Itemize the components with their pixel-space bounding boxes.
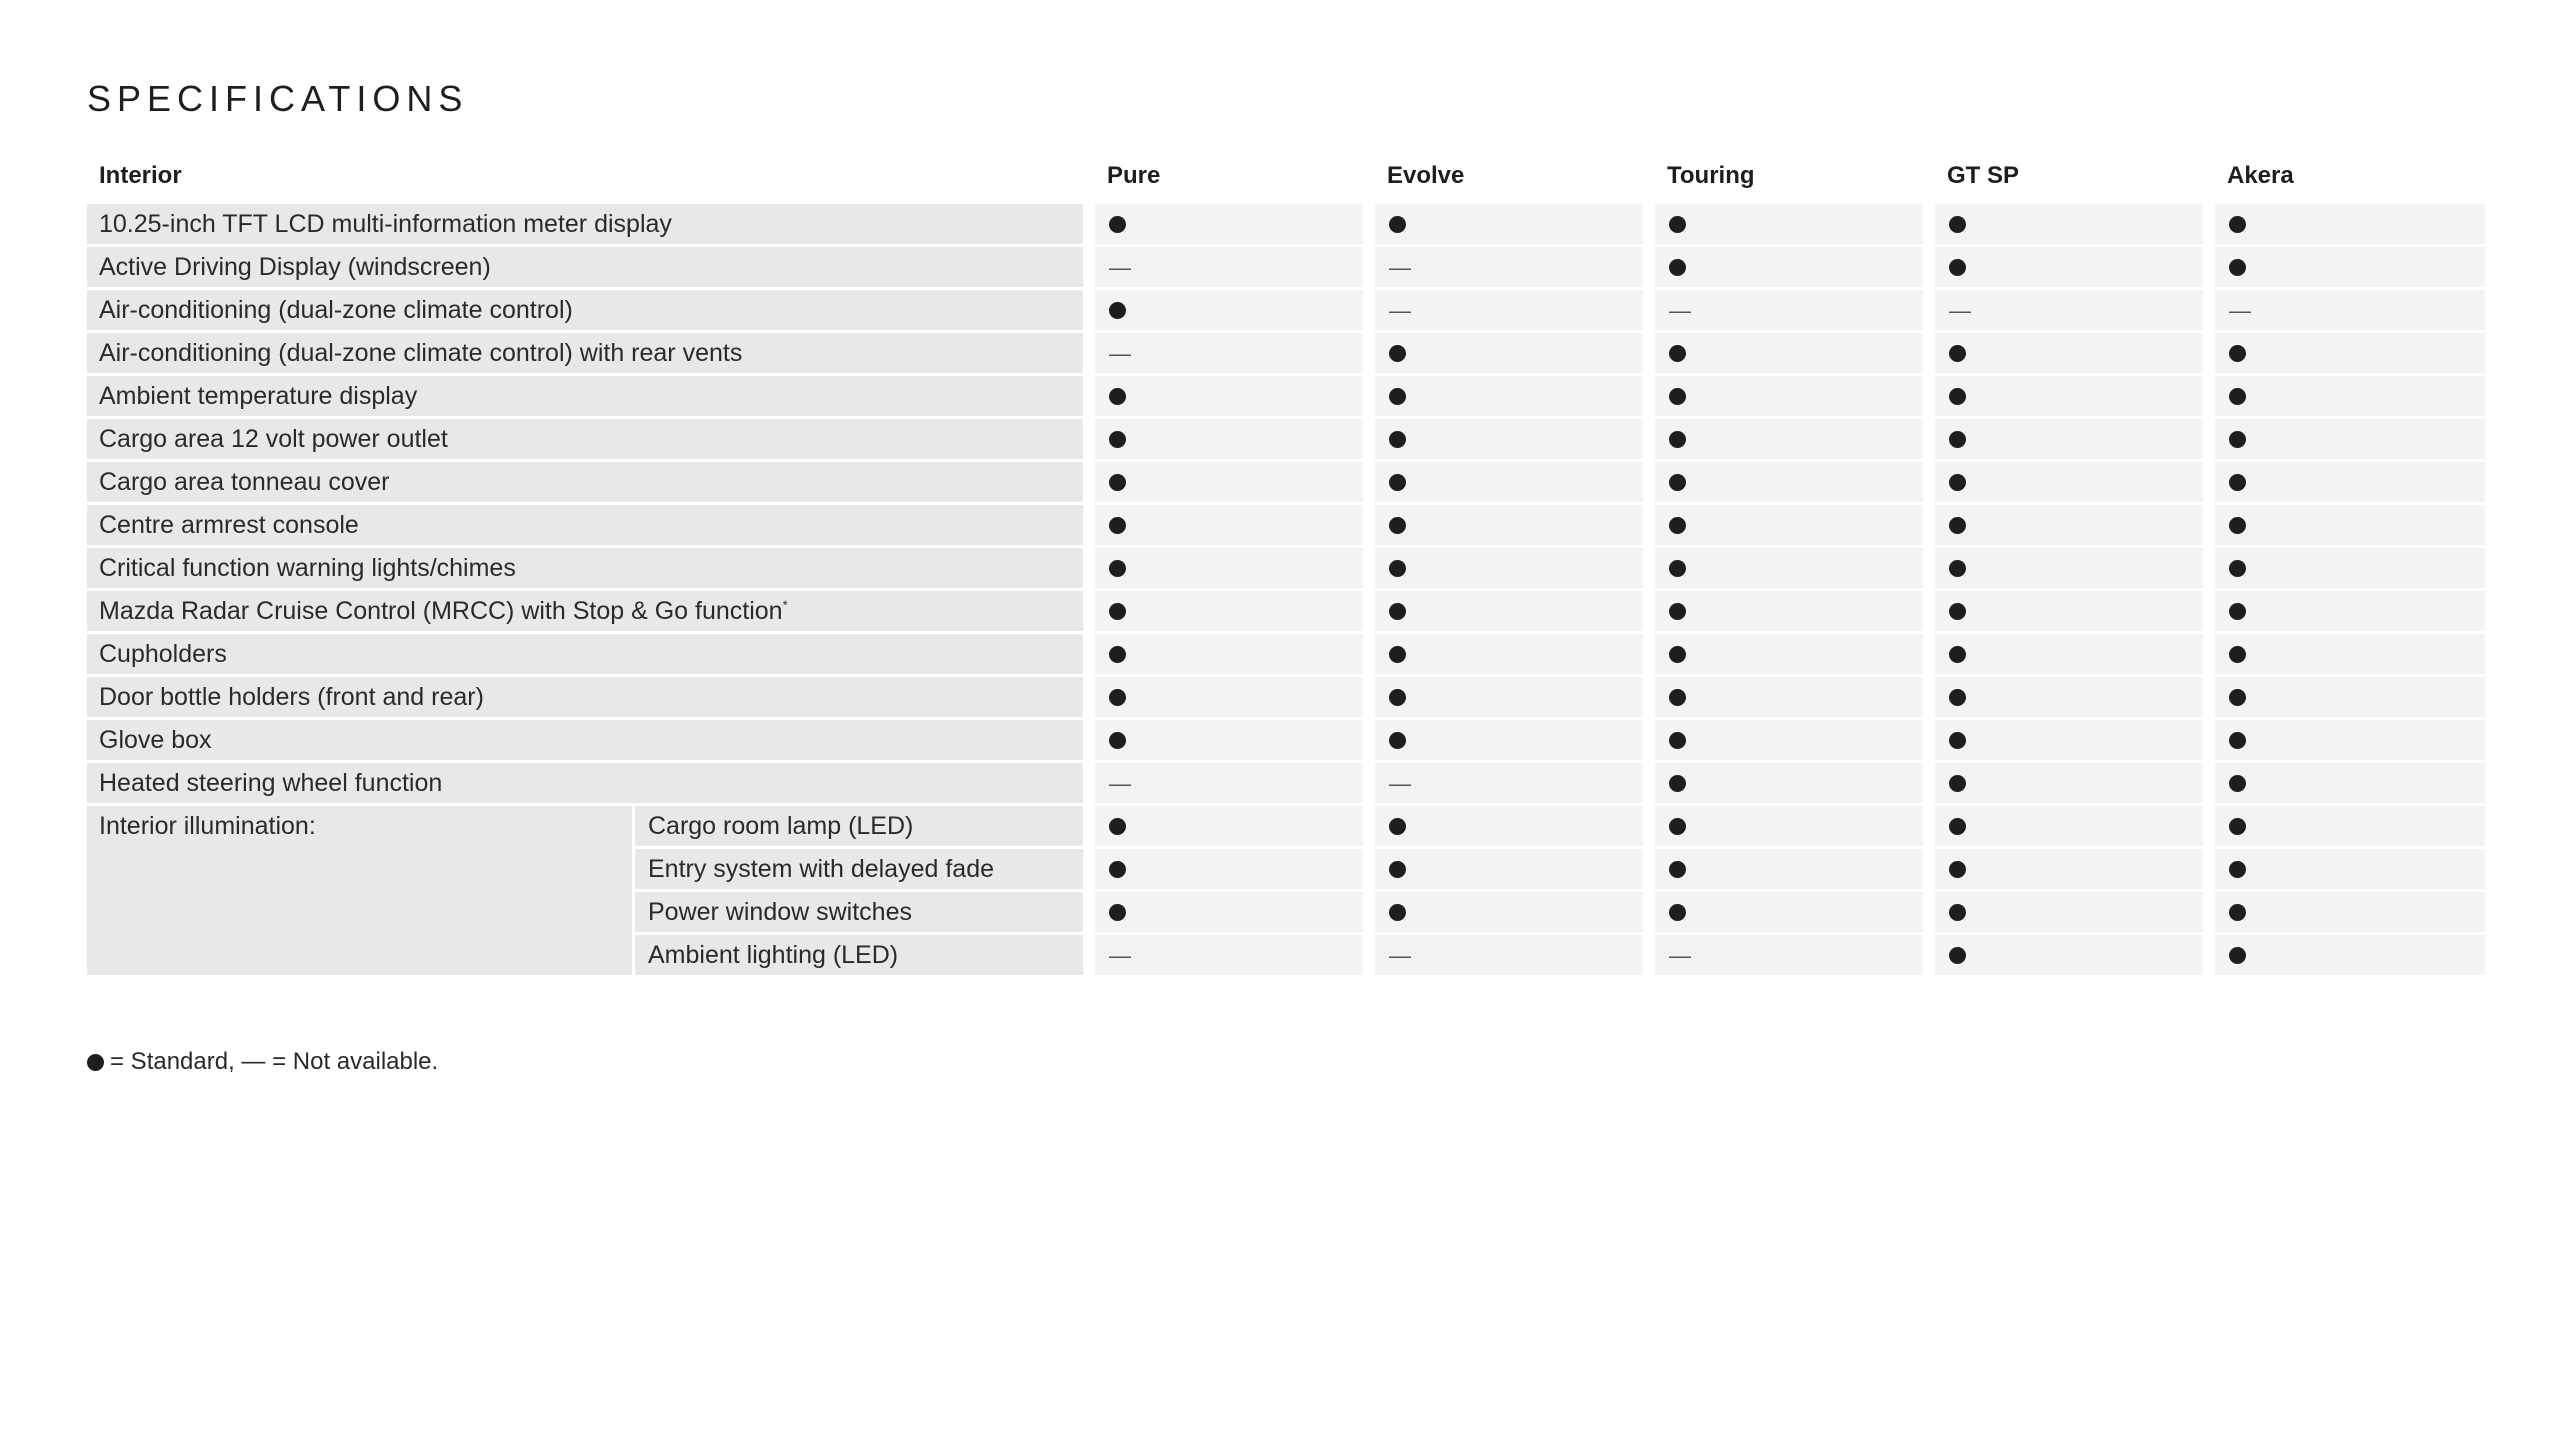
feature-name: Cargo area 12 volt power outlet <box>87 419 1083 462</box>
column-header: Akera <box>2227 162 2294 189</box>
standard-dot-icon <box>1389 646 1406 663</box>
standard-dot-icon <box>1949 603 1966 620</box>
standard-dot-icon <box>1669 646 1686 663</box>
standard-dot-icon <box>1389 904 1406 921</box>
feature-name: Heated steering wheel function <box>87 763 1083 806</box>
feature-name: Cupholders <box>87 634 1083 677</box>
table-header-row <box>87 150 2485 204</box>
value-cell <box>1375 591 1643 634</box>
feature-name: Centre armrest console <box>87 505 1083 548</box>
standard-dot-icon <box>1669 818 1686 835</box>
standard-dot-icon <box>1389 689 1406 706</box>
table-row <box>87 204 2485 247</box>
value-cell <box>1095 548 1363 591</box>
value-cell <box>1935 247 2203 290</box>
standard-dot-icon <box>87 1054 104 1071</box>
value-cell <box>1935 204 2203 247</box>
value-cell <box>1935 591 2203 634</box>
not-available-dash: — <box>1389 297 1411 323</box>
value-cell <box>2215 849 2485 892</box>
value-cell <box>1095 634 1363 677</box>
not-available-dash: — <box>1669 297 1691 323</box>
standard-dot-icon <box>1389 216 1406 233</box>
not-available-dash: — <box>1389 942 1411 968</box>
standard-dot-icon <box>1669 388 1686 405</box>
value-cell <box>1935 892 2203 935</box>
value-cell <box>1375 290 1643 333</box>
table-row <box>87 290 2485 333</box>
value-cell <box>1935 935 2203 978</box>
standard-dot-icon <box>1669 603 1686 620</box>
standard-dot-icon <box>1389 388 1406 405</box>
feature-name: 10.25-inch TFT LCD multi-information meter display <box>87 204 1083 247</box>
value-cell <box>1375 548 1643 591</box>
standard-dot-icon <box>1109 904 1126 921</box>
value-cell <box>1095 720 1363 763</box>
standard-dot-icon <box>1389 603 1406 620</box>
value-cell <box>2215 806 2485 849</box>
page-title: SPECIFICATIONS <box>87 78 469 119</box>
value-cell <box>1375 720 1643 763</box>
standard-dot-icon <box>2229 388 2246 405</box>
standard-dot-icon <box>2229 431 2246 448</box>
standard-dot-icon <box>1109 646 1126 663</box>
table-row <box>87 419 2485 462</box>
not-available-dash: — <box>1669 942 1691 968</box>
value-cell <box>1655 548 1923 591</box>
table-row <box>87 333 2485 376</box>
value-cell <box>1095 806 1363 849</box>
standard-dot-icon <box>1669 259 1686 276</box>
value-cell <box>1375 763 1643 806</box>
value-cell <box>2215 591 2485 634</box>
sub-feature-name: Power window switches <box>87 892 1083 935</box>
value-cell <box>1095 419 1363 462</box>
table-row <box>87 677 2485 720</box>
standard-dot-icon <box>2229 345 2246 362</box>
sub-feature-name: Ambient lighting (LED) <box>87 935 1083 978</box>
standard-dot-icon <box>1389 732 1406 749</box>
value-cell <box>2215 505 2485 548</box>
feature-name: Active Driving Display (windscreen) <box>87 247 1083 290</box>
value-cell <box>1935 634 2203 677</box>
standard-dot-icon <box>1949 388 1966 405</box>
standard-dot-icon <box>2229 818 2246 835</box>
standard-dot-icon <box>2229 259 2246 276</box>
value-cell <box>1095 505 1363 548</box>
standard-dot-icon <box>2229 732 2246 749</box>
value-cell <box>1935 333 2203 376</box>
standard-dot-icon <box>1109 818 1126 835</box>
standard-dot-icon <box>1669 517 1686 534</box>
value-cell <box>2215 935 2485 978</box>
standard-dot-icon <box>1109 732 1126 749</box>
value-cell <box>1375 376 1643 419</box>
specifications-table <box>87 150 2485 978</box>
value-cell <box>2215 548 2485 591</box>
table-row <box>87 720 2485 763</box>
value-cell <box>1655 849 1923 892</box>
not-available-dash: — <box>1389 770 1411 796</box>
not-available-dash: — <box>2229 297 2251 323</box>
value-cell <box>1655 462 1923 505</box>
legend-text: = Standard, — = Not available. <box>110 1048 439 1075</box>
value-cell <box>1655 247 1923 290</box>
table-row <box>87 591 2485 634</box>
value-cell <box>1375 634 1643 677</box>
standard-dot-icon <box>1109 431 1126 448</box>
standard-dot-icon <box>2229 603 2246 620</box>
standard-dot-icon <box>1949 775 1966 792</box>
standard-dot-icon <box>1389 431 1406 448</box>
feature-name: Door bottle holders (front and rear) <box>87 677 1083 720</box>
value-cell <box>1095 677 1363 720</box>
value-cell <box>1935 763 2203 806</box>
not-available-dash: — <box>1109 340 1131 366</box>
value-cell <box>1935 548 2203 591</box>
not-available-dash: — <box>1109 942 1131 968</box>
value-cell <box>1655 204 1923 247</box>
value-cell <box>1375 849 1643 892</box>
standard-dot-icon <box>1949 646 1966 663</box>
standard-dot-icon <box>1669 216 1686 233</box>
feature-name: Critical function warning lights/chimes <box>87 548 1083 591</box>
feature-name: Air-conditioning (dual-zone climate control) with rear vents <box>87 333 1083 376</box>
value-cell <box>1655 720 1923 763</box>
value-cell <box>1935 720 2203 763</box>
value-cell <box>1375 247 1643 290</box>
feature-name: Air-conditioning (dual-zone climate control) <box>87 290 1083 333</box>
value-cell <box>2215 333 2485 376</box>
standard-dot-icon <box>1109 861 1126 878</box>
value-cell <box>1375 677 1643 720</box>
standard-dot-icon <box>1109 474 1126 491</box>
value-cell <box>1655 763 1923 806</box>
standard-dot-icon <box>1109 560 1126 577</box>
value-cell <box>1655 505 1923 548</box>
table-row <box>87 634 2485 677</box>
standard-dot-icon <box>1949 818 1966 835</box>
value-cell <box>1655 892 1923 935</box>
value-cell <box>1655 591 1923 634</box>
sub-feature-name: Entry system with delayed fade <box>87 849 1083 892</box>
table-body <box>87 204 2485 978</box>
standard-dot-icon <box>1389 517 1406 534</box>
standard-dot-icon <box>1109 689 1126 706</box>
standard-dot-icon <box>1669 775 1686 792</box>
standard-dot-icon <box>2229 689 2246 706</box>
value-cell <box>1935 849 2203 892</box>
value-cell <box>1375 505 1643 548</box>
table-row <box>87 376 2485 419</box>
standard-dot-icon <box>1669 904 1686 921</box>
standard-dot-icon <box>1109 517 1126 534</box>
legend <box>87 1048 438 1076</box>
value-cell <box>2215 247 2485 290</box>
value-cell <box>1095 935 1363 978</box>
value-cell <box>1935 806 2203 849</box>
table-row <box>87 892 2485 935</box>
table-row <box>87 763 2485 806</box>
value-cell <box>2215 376 2485 419</box>
standard-dot-icon <box>1949 474 1966 491</box>
value-cell <box>1935 505 2203 548</box>
standard-dot-icon <box>1389 861 1406 878</box>
table-row <box>87 935 2485 978</box>
standard-dot-icon <box>1949 904 1966 921</box>
value-cell <box>1655 935 1923 978</box>
value-cell <box>2215 204 2485 247</box>
standard-dot-icon <box>2229 560 2246 577</box>
standard-dot-icon <box>1949 259 1966 276</box>
value-cell <box>1935 419 2203 462</box>
value-cell <box>1375 935 1643 978</box>
value-cell <box>1095 892 1363 935</box>
standard-dot-icon <box>1669 345 1686 362</box>
standard-dot-icon <box>1389 345 1406 362</box>
standard-dot-icon <box>1109 388 1126 405</box>
standard-dot-icon <box>2229 216 2246 233</box>
value-cell <box>1095 849 1363 892</box>
standard-dot-icon <box>1669 431 1686 448</box>
value-cell <box>1655 290 1923 333</box>
table-row <box>87 505 2485 548</box>
feature-name: Cargo area tonneau cover <box>87 462 1083 505</box>
value-cell <box>1375 806 1643 849</box>
standard-dot-icon <box>1109 216 1126 233</box>
standard-dot-icon <box>1949 861 1966 878</box>
standard-dot-icon <box>2229 517 2246 534</box>
value-cell <box>1375 333 1643 376</box>
value-cell <box>1095 376 1363 419</box>
column-header: Pure <box>1107 162 1161 189</box>
standard-dot-icon <box>1669 689 1686 706</box>
standard-dot-icon <box>2229 861 2246 878</box>
value-cell <box>1095 462 1363 505</box>
not-available-dash: — <box>1109 770 1131 796</box>
value-cell <box>1935 376 2203 419</box>
value-cell <box>1935 677 2203 720</box>
value-cell <box>1935 462 2203 505</box>
footnote-marker: * <box>782 597 788 613</box>
feature-name: Glove box <box>87 720 1083 763</box>
value-cell <box>1375 462 1643 505</box>
value-cell <box>1655 677 1923 720</box>
column-header: Evolve <box>1387 162 1465 189</box>
table-row <box>87 548 2485 591</box>
value-cell <box>1655 376 1923 419</box>
standard-dot-icon <box>2229 646 2246 663</box>
value-cell <box>1655 419 1923 462</box>
standard-dot-icon <box>1949 560 1966 577</box>
standard-dot-icon <box>1669 560 1686 577</box>
standard-dot-icon <box>2229 947 2246 964</box>
value-cell <box>2215 763 2485 806</box>
sub-feature-name: Interior illumination: Cargo room lamp (LED) <box>87 806 1083 849</box>
value-cell <box>2215 462 2485 505</box>
table-row <box>87 247 2485 290</box>
value-cell <box>1375 204 1643 247</box>
value-cell <box>1375 892 1643 935</box>
value-cell <box>2215 290 2485 333</box>
value-cell <box>1095 290 1363 333</box>
feature-name: Mazda Radar Cruise Control (MRCC) with Stop & Go function* <box>87 591 1083 634</box>
feature-name: Ambient temperature display <box>87 376 1083 419</box>
section-header: Interior <box>99 162 182 189</box>
not-available-dash: — <box>1109 254 1131 280</box>
value-cell <box>1095 247 1363 290</box>
standard-dot-icon <box>1949 517 1966 534</box>
column-header: GT SP <box>1947 162 2020 189</box>
table-row <box>87 849 2485 892</box>
value-cell <box>1655 806 1923 849</box>
standard-dot-icon <box>1949 689 1966 706</box>
standard-dot-icon <box>1669 861 1686 878</box>
standard-dot-icon <box>1949 345 1966 362</box>
column-header: Touring <box>1667 162 1755 189</box>
standard-dot-icon <box>1389 474 1406 491</box>
standard-dot-icon <box>1389 560 1406 577</box>
value-cell <box>1655 333 1923 376</box>
standard-dot-icon <box>1669 474 1686 491</box>
standard-dot-icon <box>1669 732 1686 749</box>
group-label: Interior illumination: <box>99 812 316 840</box>
value-cell <box>1095 763 1363 806</box>
standard-dot-icon <box>2229 775 2246 792</box>
standard-dot-icon <box>1389 818 1406 835</box>
value-cell <box>2215 720 2485 763</box>
table-row <box>87 806 2485 849</box>
value-cell <box>1095 591 1363 634</box>
value-cell <box>1095 204 1363 247</box>
standard-dot-icon <box>1949 431 1966 448</box>
value-cell <box>1935 290 2203 333</box>
not-available-dash: — <box>1389 254 1411 280</box>
not-available-dash: — <box>1949 297 1971 323</box>
standard-dot-icon <box>1949 732 1966 749</box>
standard-dot-icon <box>2229 474 2246 491</box>
value-cell <box>1375 419 1643 462</box>
standard-dot-icon <box>1949 947 1966 964</box>
table-row <box>87 462 2485 505</box>
standard-dot-icon <box>1949 216 1966 233</box>
standard-dot-icon <box>1109 603 1126 620</box>
value-cell <box>1095 333 1363 376</box>
value-cell <box>1655 634 1923 677</box>
value-cell <box>2215 634 2485 677</box>
standard-dot-icon <box>2229 904 2246 921</box>
standard-dot-icon <box>1109 302 1126 319</box>
value-cell <box>2215 892 2485 935</box>
value-cell <box>2215 419 2485 462</box>
value-cell <box>2215 677 2485 720</box>
